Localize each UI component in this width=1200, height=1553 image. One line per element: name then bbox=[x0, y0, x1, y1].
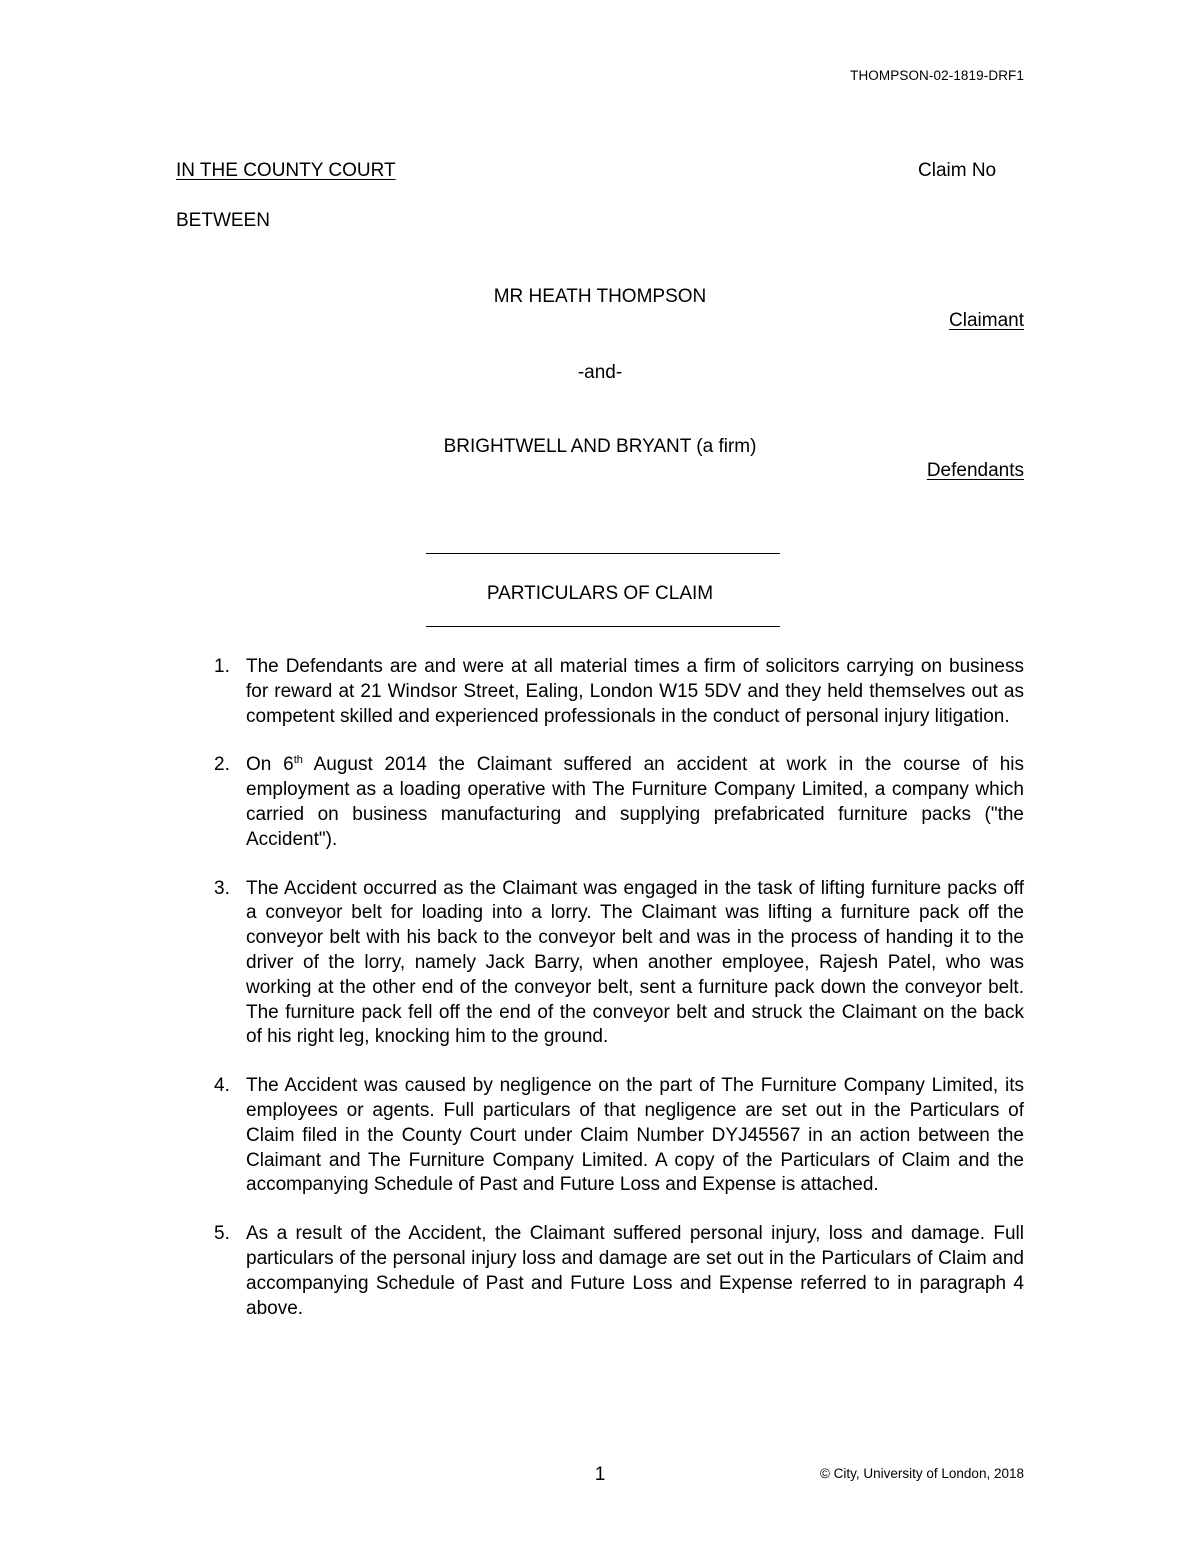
defendant-name: BRIGHTWELL AND BRYANT (a firm) bbox=[443, 436, 757, 457]
title-rule-bottom bbox=[426, 626, 780, 627]
clause-text-start: On 6 bbox=[246, 754, 294, 776]
clause-4 bbox=[214, 1074, 1024, 1198]
clause-number: 5. bbox=[214, 1223, 230, 1245]
title-rule-top bbox=[426, 553, 780, 554]
date-ordinal-suffix: th bbox=[293, 754, 303, 767]
between-label: BETWEEN bbox=[176, 210, 270, 231]
claim-number-label: Claim No bbox=[918, 160, 997, 181]
defendant-role: Defendants bbox=[926, 460, 1024, 481]
document-title: PARTICULARS OF CLAIM bbox=[486, 583, 714, 604]
clause-text: The Accident was caused by negligence on the part of The Furniture Company Limited, its employees or agents. Full particulars of that negligence are set out in the Particulars of Claim filed in the County Court under Claim Number DYJ45567 in an action between the Claimant and The Furniture Company Limited. A copy of the Particulars of Claim and the accompanying Schedule of Past and Future Loss and Expense is attached. bbox=[246, 1075, 1024, 1196]
clause-3 bbox=[214, 877, 1024, 1051]
page-number: 1 bbox=[594, 1464, 606, 1485]
claimant-role: Claimant bbox=[949, 310, 1024, 331]
clause-text: The Accident occurred as the Claimant was engaged in the task of lifting furniture packs off a conveyor belt for loading into a lorry. The Claimant was lifting a furniture pack off the conveyor belt with his back to the conveyor belt and was in the process of handing it to the driver of the lorry, namely Jack Barry, when another employee, Rajesh Patel, who was working at the other end of the conveyor belt, sent a furniture pack down the conveyor belt. The furniture pack fell off the end of the conveyor belt and struck the Claimant on the back of his right leg, knocking him to the ground. bbox=[246, 877, 1024, 1048]
court-name: IN THE COUNTY COURT bbox=[176, 160, 396, 181]
clause-number: 1. bbox=[214, 656, 230, 677]
copyright-notice: © City, University of London, 2018 bbox=[819, 1466, 1024, 1481]
clause-number: 4. bbox=[214, 1075, 230, 1097]
clause-text: As a result of the Accident, the Claimant suffered personal injury, loss and damage. Full particulars of the personal injury loss and damage are set out in the Particulars of Claim and accompanying Schedule of Past and Future Loss and Expense referred to in paragraph 4 above. bbox=[246, 1223, 1024, 1319]
and-separator: -and- bbox=[577, 362, 623, 383]
clause-text-end: August 2014 the Claimant suffered an accident at work in the course of his employment as a loading operative with The Furniture Company Limited, a company which carried on business manufacturing and supplying prefabricated furniture packs ("the Accident"). bbox=[246, 754, 1024, 850]
clause-5 bbox=[214, 1222, 1024, 1321]
clause-number: 2. bbox=[214, 754, 230, 776]
clause-text: The Defendants are and were at all material times a firm of solicitors carrying on business for reward at 21 Windsor Street, Ealing, London W15 5DV and they held themselves out as competent skilled and experienced professionals in the conduct of personal injury litigation. bbox=[246, 656, 1024, 727]
clause-list bbox=[214, 655, 1024, 1345]
claimant-name: MR HEATH THOMPSON bbox=[493, 286, 707, 307]
document-reference: THOMPSON-02-1819-DRF1 bbox=[850, 68, 1024, 83]
clause-number: 3. bbox=[214, 877, 230, 899]
clause-2 bbox=[214, 753, 1024, 852]
clause-1 bbox=[214, 655, 1024, 729]
